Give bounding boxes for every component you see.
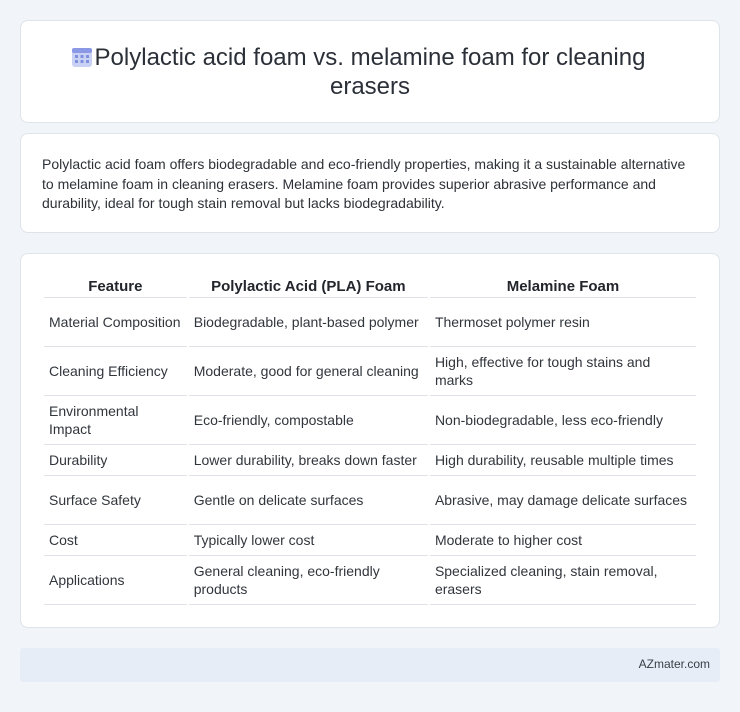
table-row	[44, 396, 696, 445]
cell-feature: Cost	[44, 525, 187, 556]
table-row	[44, 445, 696, 476]
table-row	[44, 556, 696, 605]
summary-card	[20, 133, 720, 233]
cell-pla: Typically lower cost	[189, 525, 428, 556]
cell-melamine: Specialized cleaning, stain removal, erasers	[430, 556, 696, 605]
cell-pla: Eco-friendly, compostable	[189, 396, 428, 445]
table-row	[44, 525, 696, 556]
cell-pla: Moderate, good for general cleaning	[189, 347, 428, 396]
cell-feature: Surface Safety	[44, 476, 187, 525]
footer-brand[interactable]: AZmater.com	[638, 657, 710, 671]
cell-pla: Lower durability, breaks down faster	[189, 445, 428, 476]
cell-melamine: High durability, reusable multiple times	[430, 445, 696, 476]
cell-pla: Gentle on delicate surfaces	[189, 476, 428, 525]
cell-pla: Biodegradable, plant-based polymer	[189, 298, 428, 347]
cell-pla: General cleaning, eco-friendly products	[189, 556, 428, 605]
table-row	[44, 347, 696, 396]
cell-melamine: Abrasive, may damage delicate surfaces	[430, 476, 696, 525]
table-row	[44, 298, 696, 347]
cell-melamine: Moderate to higher cost	[430, 525, 696, 556]
cell-feature: Material Composition	[44, 298, 187, 347]
cell-melamine: Non-biodegradable, less eco-friendly	[430, 396, 696, 445]
table-row	[44, 476, 696, 525]
header-pla-foam: Polylactic Acid (PLA) Foam	[189, 277, 428, 298]
table-header-row	[44, 277, 696, 298]
summary-text: Polylactic acid foam offers biodegradable and eco-friendly properties, making it a sustainable alternative to melamine foam in cleaning erasers. Melamine foam provides superior abrasive performance and durability, ideal for tough stain removal but lacks biodegradability.	[42, 156, 686, 211]
title-card	[20, 20, 720, 123]
cell-melamine: High, effective for tough stains and marks	[430, 347, 696, 396]
cell-feature: Environmental Impact	[44, 396, 187, 445]
comparison-card	[20, 253, 720, 628]
header-feature: Feature	[44, 277, 187, 298]
footer-bar	[20, 648, 720, 682]
header-melamine-foam: Melamine Foam	[430, 277, 696, 298]
cell-feature: Applications	[44, 556, 187, 605]
cell-melamine: Thermoset polymer resin	[430, 298, 696, 347]
comparison-table	[42, 277, 698, 605]
page-title: Polylactic acid foam vs. melamine foam for cleaning erasers	[94, 44, 646, 100]
cell-feature: Cleaning Efficiency	[44, 347, 187, 396]
cell-feature: Durability	[44, 445, 187, 476]
